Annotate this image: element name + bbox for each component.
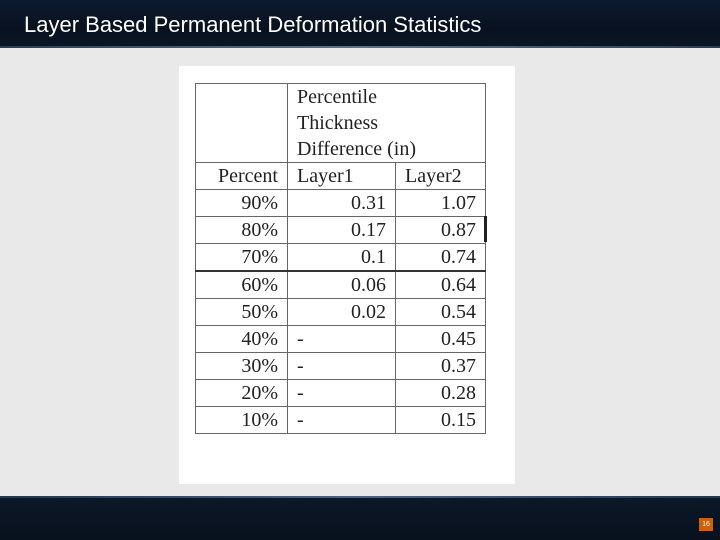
layer1-cell: - (288, 326, 396, 353)
title-bar (0, 0, 720, 48)
layer1-cell: - (288, 353, 396, 380)
layer2-cell: 0.54 (396, 299, 486, 326)
layer1-cell: 0.17 (288, 217, 396, 244)
table-corner-cell (196, 84, 288, 163)
table-row (196, 244, 486, 272)
table-image (179, 66, 515, 484)
percent-cell: 60% (196, 271, 288, 299)
page-number-badge: 16 (699, 518, 713, 531)
header-line: Thickness (297, 112, 379, 134)
slide-title: Layer Based Permanent Deformation Statistics (24, 12, 482, 37)
table-row (196, 299, 486, 326)
layer1-cell: 0.31 (288, 190, 396, 217)
table-row (196, 407, 486, 434)
layer1-cell: - (288, 407, 396, 434)
layer2-cell: 0.87 (396, 217, 486, 244)
footer-bar (0, 496, 720, 540)
cursor-marker (484, 216, 487, 242)
table-row (196, 271, 486, 299)
percent-cell: 20% (196, 380, 288, 407)
header-line: Difference (in) (297, 138, 417, 160)
column-header-layer1: Layer1 (288, 163, 396, 190)
percent-cell: 40% (196, 326, 288, 353)
deformation-table (195, 83, 486, 434)
table-row (196, 380, 486, 407)
percent-cell: 90% (196, 190, 288, 217)
layer1-cell: 0.02 (288, 299, 396, 326)
layer2-cell: 0.15 (396, 407, 486, 434)
layer2-cell: 1.07 (396, 190, 486, 217)
layer2-cell: 0.74 (396, 244, 486, 272)
layer2-cell: 0.45 (396, 326, 486, 353)
column-header-percent: Percent (196, 163, 288, 190)
layer2-cell: 0.37 (396, 353, 486, 380)
header-line: Percentile (297, 86, 377, 108)
layer2-cell: 0.28 (396, 380, 486, 407)
table-group-header (288, 84, 486, 163)
column-header-layer2: Layer2 (396, 163, 486, 190)
table-row (196, 326, 486, 353)
layer1-cell: 0.06 (288, 271, 396, 299)
table-header-row (196, 84, 486, 163)
layer1-cell: 0.1 (288, 244, 396, 272)
percent-cell: 70% (196, 244, 288, 272)
percent-cell: 10% (196, 407, 288, 434)
table-row (196, 190, 486, 217)
percent-cell: 50% (196, 299, 288, 326)
layer2-cell: 0.64 (396, 271, 486, 299)
layer1-cell: - (288, 380, 396, 407)
table-row (196, 217, 486, 244)
table-column-header-row (196, 163, 486, 190)
table-row (196, 353, 486, 380)
percent-cell: 80% (196, 217, 288, 244)
percent-cell: 30% (196, 353, 288, 380)
